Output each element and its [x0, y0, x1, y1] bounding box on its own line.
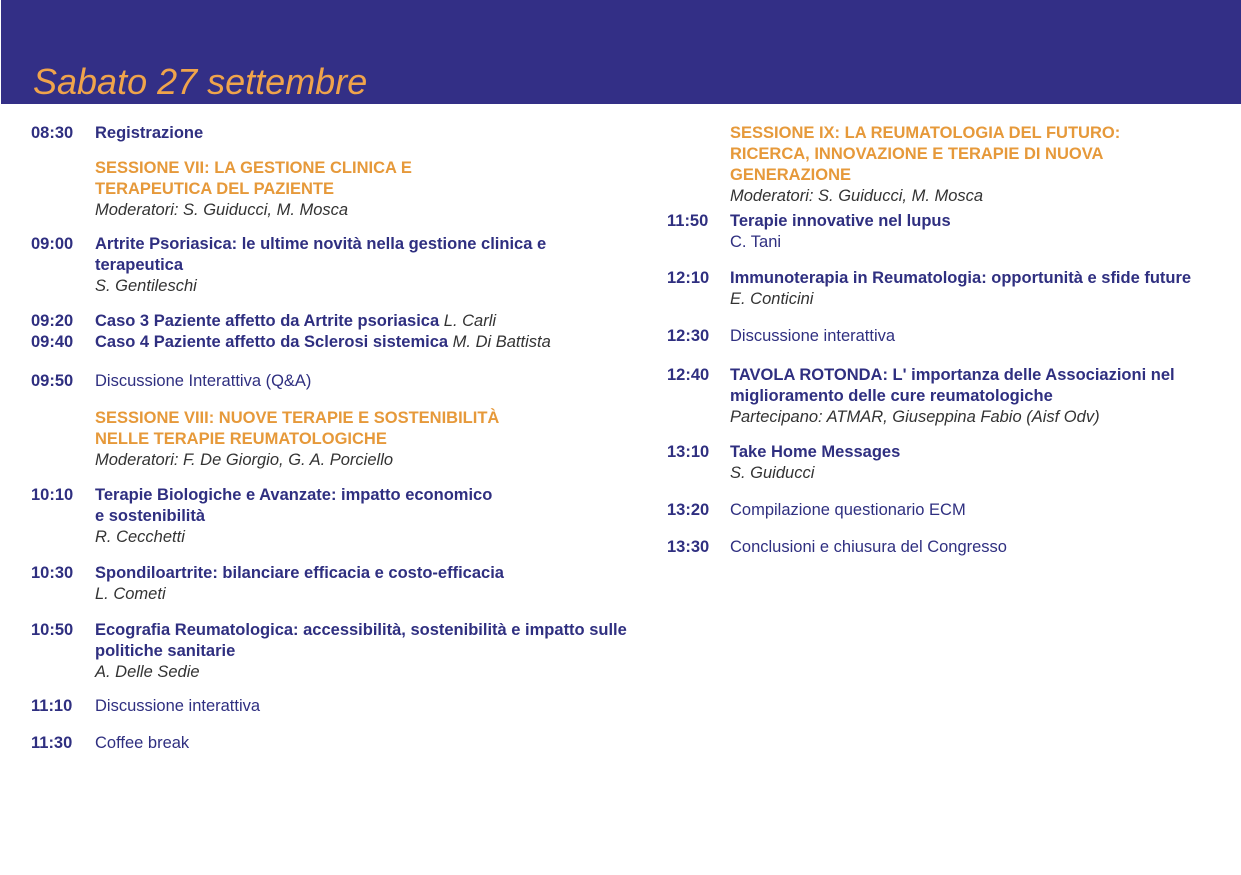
- entry-title: Artrite Psoriasica: le ultime novità nella gestione clinica e: [95, 235, 547, 253]
- entry-time: 09:40: [31, 333, 74, 351]
- session-title: TERAPEUTICA DEL PAZIENTE: [95, 180, 334, 198]
- entry-time: 13:20: [667, 501, 710, 519]
- session-title: SESSIONE VIII: NUOVE TERAPIE E SOSTENIBILITÀ: [95, 409, 500, 427]
- entry-speaker: R. Cecchetti: [95, 528, 185, 546]
- entry-speaker: S. Gentileschi: [95, 277, 197, 295]
- session-title: SESSIONE VII: LA GESTIONE CLINICA E: [95, 159, 412, 177]
- entry-title: Caso 3 Paziente affetto da Artrite psoriasica: [95, 312, 440, 330]
- entry-title: Discussione interattiva: [95, 697, 261, 715]
- day-title: Sabato 27 settembre: [33, 61, 368, 102]
- entry-time: 10:50: [31, 621, 74, 639]
- session-title: GENERAZIONE: [730, 166, 852, 184]
- entry-title: Conclusioni e chiusura del Congresso: [730, 538, 1007, 556]
- entry-speaker: C. Tani: [730, 233, 782, 251]
- entry-title: Caso 4 Paziente affetto da Sclerosi sistemica: [95, 333, 449, 351]
- session-moderators: Moderatori: S. Guiducci, M. Mosca: [95, 201, 349, 219]
- entry-time: 13:10: [667, 443, 710, 461]
- entry-time: 12:40: [667, 366, 710, 384]
- session-title: NELLE TERAPIE REUMATOLOGICHE: [95, 430, 387, 448]
- entry-speaker: A. Delle Sedie: [95, 663, 200, 681]
- entry-time: 09:00: [31, 235, 74, 253]
- entry-time: 08:30: [31, 124, 74, 142]
- entry-title: politiche sanitarie: [95, 642, 236, 660]
- entry-participants: Partecipano: ATMAR, Giuseppina Fabio (Aisf Odv): [730, 408, 1100, 426]
- entry-time: 11:50: [667, 212, 709, 230]
- day-header-banner: [1, 0, 1241, 104]
- entry-title: Spondiloartrite: bilanciare efficacia e costo-efficacia: [95, 564, 504, 582]
- entry-title: Terapie innovative nel lupus: [730, 212, 951, 230]
- session-moderators: Moderatori: F. De Giorgio, G. A. Porciello: [95, 451, 394, 469]
- entry-time: 10:30: [31, 564, 74, 582]
- entry-speaker: S. Guiducci: [730, 464, 815, 482]
- entry-title: terapeutica: [95, 256, 184, 274]
- entry-title: Discussione Interattiva (Q&A): [95, 372, 312, 390]
- entry-speaker: L. Carli: [443, 312, 497, 330]
- entry-title: e sostenibilità: [95, 507, 206, 525]
- session-title: SESSIONE IX: LA REUMATOLOGIA DEL FUTURO:: [730, 124, 1121, 142]
- entry-title: Immunoterapia in Reumatologia: opportunità e sfide future: [730, 269, 1192, 287]
- entry-time: 11:10: [31, 697, 73, 715]
- entry-title: Discussione interattiva: [730, 327, 896, 345]
- session-title: RICERCA, INNOVAZIONE E TERAPIE DI NUOVA: [730, 145, 1104, 163]
- entry-title: Ecografia Reumatologica: accessibilità, sostenibilità e impatto sulle: [95, 621, 627, 639]
- entry-time: 09:20: [31, 312, 74, 330]
- entry-time: 12:30: [667, 327, 710, 345]
- entry-title: TAVOLA ROTONDA: L' importanza delle Associazioni nel: [730, 366, 1175, 384]
- entry-title: Compilazione questionario ECM: [730, 501, 966, 519]
- entry-time: 11:30: [31, 734, 73, 752]
- entry-title: Coffee break: [95, 734, 190, 752]
- entry-title: Terapie Biologiche e Avanzate: impatto economico: [95, 486, 493, 504]
- entry-speaker: M. Di Battista: [452, 333, 551, 351]
- session-moderators: Moderatori: S. Guiducci, M. Mosca: [730, 187, 984, 205]
- entry-title: Take Home Messages: [730, 443, 901, 461]
- entry-title: miglioramento delle cure reumatologiche: [730, 387, 1053, 405]
- entry-title: Registrazione: [95, 124, 204, 142]
- entry-speaker: E. Conticini: [730, 290, 814, 308]
- entry-time: 09:50: [31, 372, 74, 390]
- entry-speaker: L. Cometi: [95, 585, 166, 603]
- entry-time: 12:10: [667, 269, 710, 287]
- entry-time: 13:30: [667, 538, 710, 556]
- entry-time: 10:10: [31, 486, 74, 504]
